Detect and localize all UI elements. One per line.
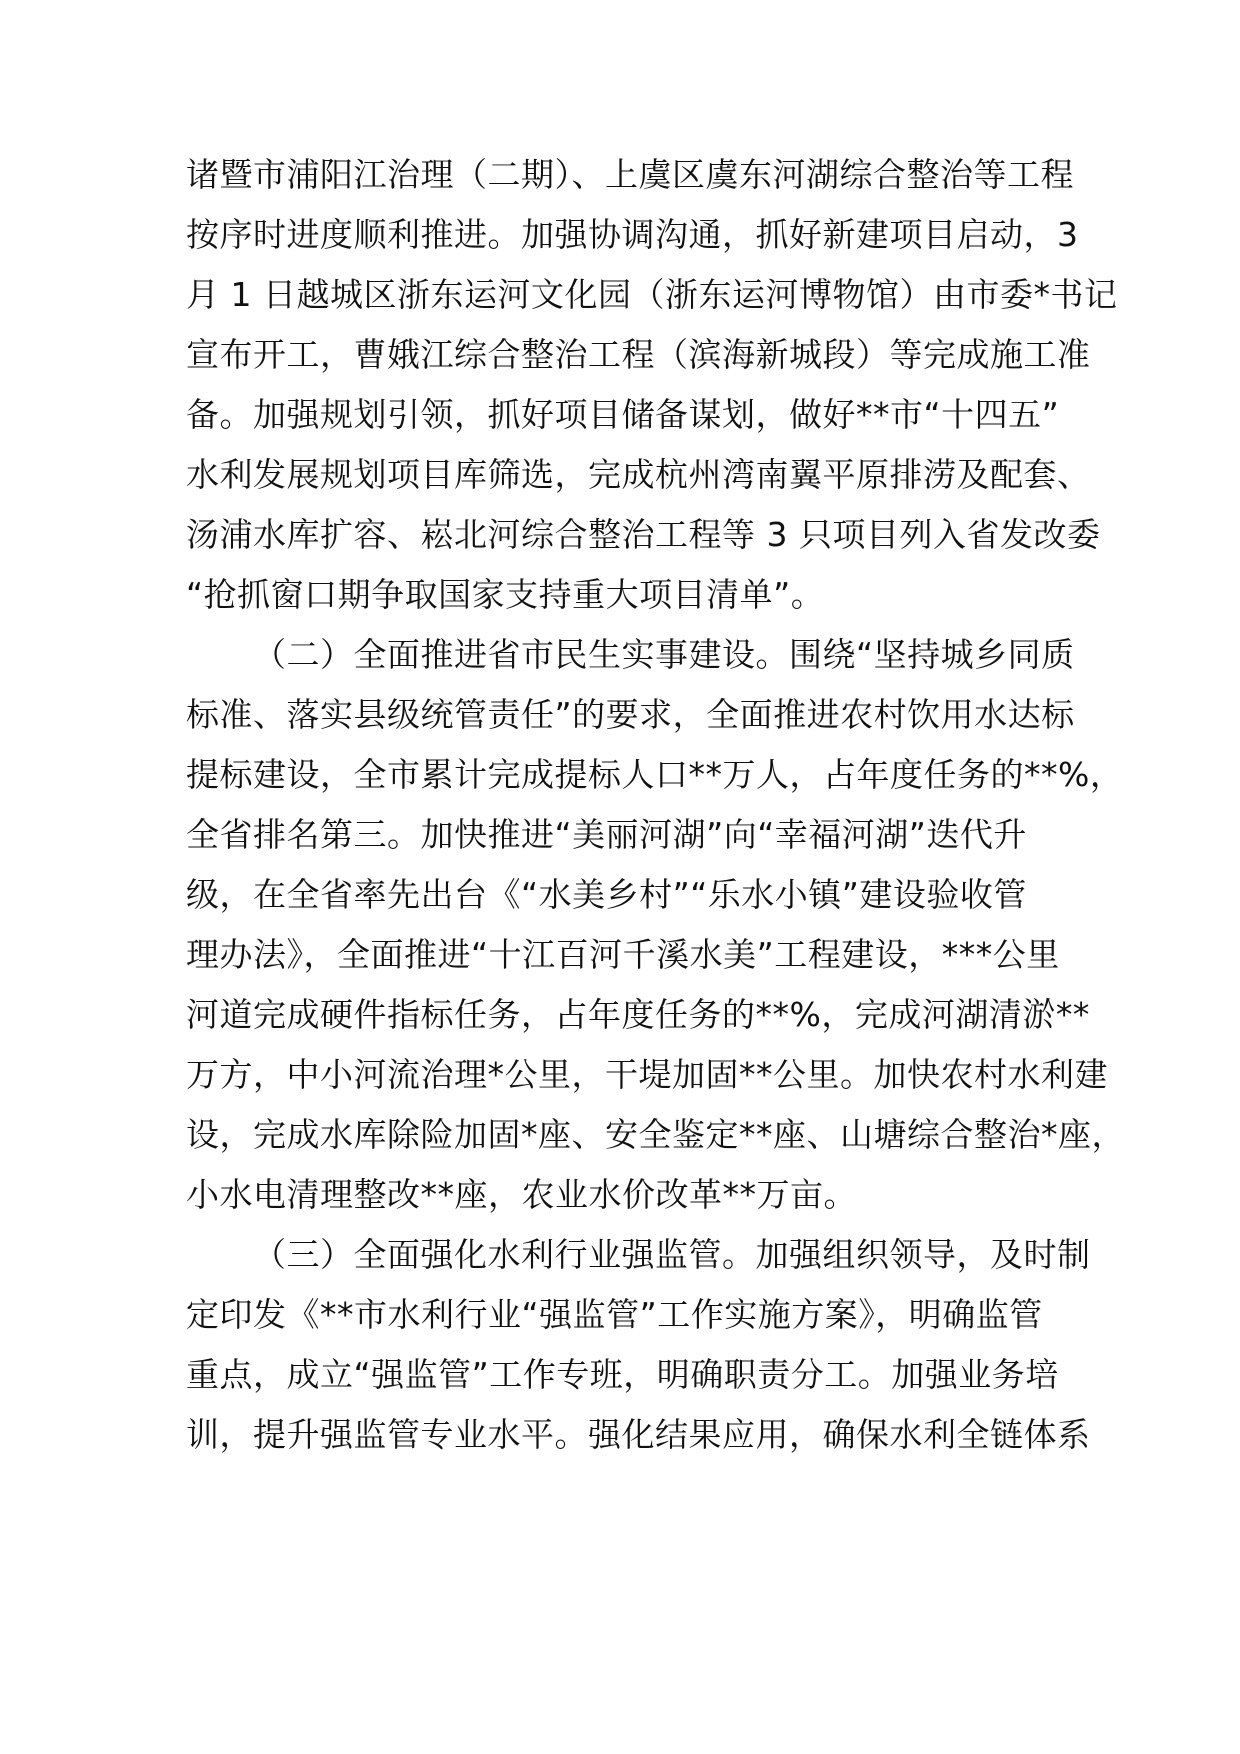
text-line: 诸暨市浦阳江治理（二期）、上虞区虞东河湖综合整治等工程 [186, 155, 1074, 194]
text-line: 训，提升强监管专业水平。强化结果应用，确保水利全链体系 [186, 1415, 1091, 1454]
text-line: “抢抓窗口期争取国家支持重大项目清单”。 [186, 575, 825, 614]
text-line: 河道完成硬件指标任务，占年度任务的**%，完成河湖清淤** [186, 995, 1090, 1034]
text-line: 汤浦水库扩容、崧北河综合整治工程等 3 只项目列入省发改委 [186, 515, 1101, 554]
text-line: 重点，成立“强监管”工作专班，明确职责分工。加强业务培 [186, 1355, 1059, 1394]
text-line: 小水电清理整改**座，农业水价改革**万亩。 [186, 1175, 857, 1214]
section-heading-line: （三）全面强化水利行业强监管。加强组织领导，及时制 [253, 1235, 1091, 1274]
section-heading-line: （二）全面推进省市民生实事建设。围绕“坚持城乡同质 [253, 635, 1075, 674]
text-line: 月 1 日越城区浙东运河文化园（浙东运河博物馆）由市委*书记 [186, 275, 1118, 314]
text-line: 全省排名第三。加快推进“美丽河湖”向“幸福河湖”迭代升 [186, 815, 1027, 854]
text-line: 水利发展规划项目库筛选，完成杭州湾南翼平原排涝及配套、 [186, 455, 1091, 494]
text-line: 设，完成水库除险加固*座、安全鉴定**座、山塘综合整治*座， [186, 1115, 1125, 1154]
text-line: 宣布开工，曹娥江综合整治工程（滨海新城段）等完成施工准 [186, 335, 1091, 374]
text-line: 级，在全省率先出台《“水美乡村”“乐水小镇”建设验收管 [186, 875, 1027, 914]
text-line: 按序时进度顺利推进。加强协调沟通，抓好新建项目启动，3 [186, 215, 1079, 254]
text-line: 备。加强规划引领，抓好项目储备谋划，做好**市“十四五” [186, 395, 1060, 434]
text-line: 提标建设，全市累计完成提标人口**万人，占年度任务的**%， [186, 755, 1124, 794]
text-line: 标准、落实县级统管责任”的要求，全面推进农村饮用水达标 [186, 695, 1075, 734]
text-line: 理办法》，全面推进“十江百河千溪水美”工程建设，***公里 [186, 935, 1060, 974]
text-line: 万方，中小河流治理*公里，干堤加固**公里。加快农村水利建 [186, 1055, 1108, 1094]
text-line: 定印发《**市水利行业“强监管”工作实施方案》，明确监管 [186, 1295, 1043, 1334]
